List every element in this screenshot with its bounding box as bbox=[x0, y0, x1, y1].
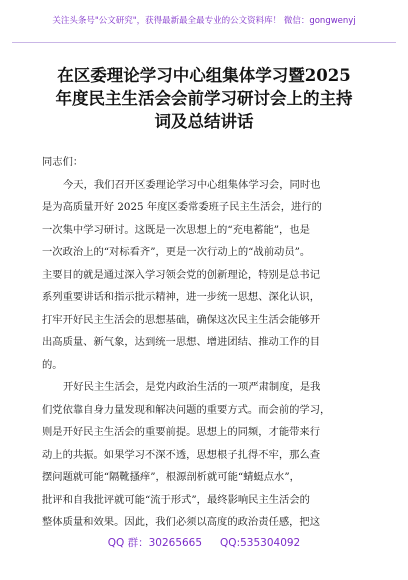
document-body bbox=[42, 151, 372, 534]
text-line: 摆问题就可能“隔靴搔痒”，根源剖析就可能“蜻蜓点水”， bbox=[42, 471, 300, 483]
text-line: 动上的共振。如果学习不深不透，思想根子扎得不牢，那么查 bbox=[42, 448, 321, 461]
text-line: 今天，我们召开区委理论学习中心组集体学习会，同时也 bbox=[63, 178, 321, 191]
title-line: 词及总结讲话 bbox=[154, 112, 254, 131]
salutation: 同志们： bbox=[42, 156, 84, 168]
text-line: 主要目的就是通过深入学习领会党的创新理论，特别是总书记 bbox=[42, 268, 321, 281]
title-line: 在区委理论学习中心组集体学习暨2025 bbox=[57, 66, 351, 85]
text-line: 则是开好民主生活会的重要前提。思想上的同频，才能带来行 bbox=[42, 426, 321, 438]
footer-qq-group: QQ 群：30265665 bbox=[107, 537, 203, 549]
paragraph bbox=[42, 174, 372, 377]
header-note: 关注头条号"公文研究"，获得最新最全最专业的公文资料库！ 微信：gongwenyj bbox=[52, 16, 356, 26]
footer-contact bbox=[0, 535, 408, 550]
text-line: 整体质量和效果。因此，我们必须以高度的政治责任感，把这 bbox=[42, 516, 321, 528]
text-line: 是为高质量开好 2025 年度区委常委班子民主生活会，进行的 bbox=[42, 201, 322, 213]
text-line: 批评和自我批评就可能“流于形式”，最终影响民主生活会的 bbox=[42, 493, 310, 506]
text-line: 开好民主生活会，是党内政治生活的一项严肃制度，是我 bbox=[63, 381, 321, 393]
text-line: 一次政治上的“对标看齐”，更是一次行动上的“战前动员”。 bbox=[42, 246, 311, 258]
footer-qq: QQ:535304092 bbox=[220, 537, 301, 549]
text-line: 一次集中学习研讨。这既是一次思想上的“充电蓄能”，也是 bbox=[42, 223, 310, 236]
title-line: 年度民主生活会会前学习研讨会上的主持 bbox=[55, 89, 353, 108]
document-title bbox=[30, 64, 378, 133]
paragraph bbox=[42, 376, 372, 534]
text-line: 们党依靠自身力量发现和解决问题的重要方式。而会前的学习， bbox=[42, 403, 331, 416]
text-line: 的。 bbox=[42, 358, 63, 371]
text-line: 系列重要讲话和指示批示精神，进一步统一思想、深化认识， bbox=[42, 291, 321, 303]
text-line: 出高质量、新气象，达到统一思想、增进团结、推动工作的目 bbox=[42, 336, 321, 348]
header-divider bbox=[12, 42, 396, 43]
text-line: 打牢开好民主生活会的思想基础，确保这次民主生活会能够开 bbox=[42, 313, 321, 326]
